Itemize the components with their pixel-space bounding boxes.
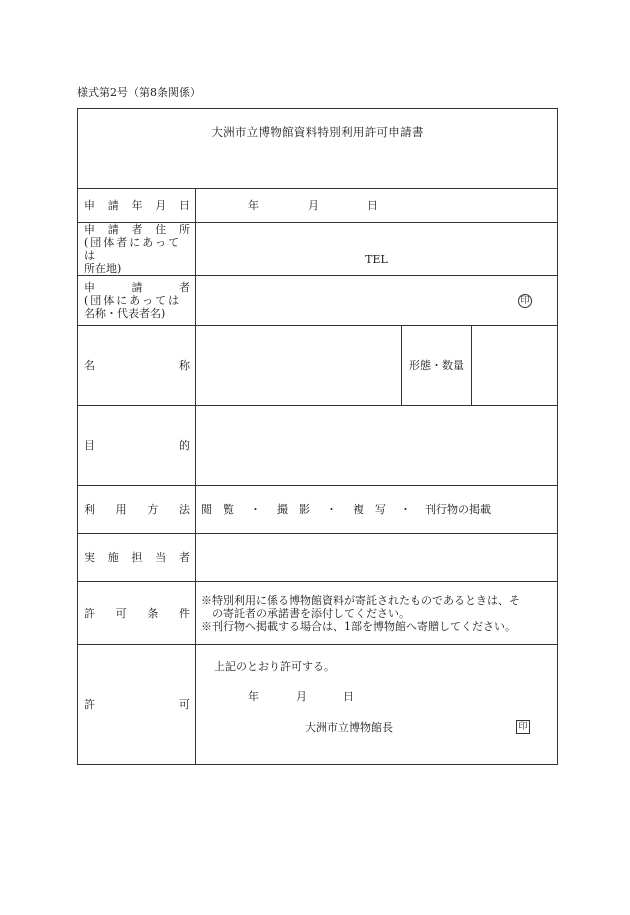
separator-dot: ・ bbox=[326, 503, 337, 516]
permit-label: 許 可 bbox=[78, 645, 196, 765]
year-unit: 年 bbox=[248, 199, 259, 212]
month-unit: 月 bbox=[308, 199, 319, 212]
application-form bbox=[77, 108, 558, 765]
name-label: 名 称 bbox=[78, 326, 196, 406]
application-date-field[interactable] bbox=[196, 189, 558, 223]
form-title-cell bbox=[78, 109, 558, 189]
usage-method-label: 利 用 方 法 bbox=[78, 486, 196, 534]
seal-icon: 印 bbox=[518, 294, 532, 308]
tel-label: TEL bbox=[365, 253, 388, 266]
form-title: 大洲市立博物館資料特別利用許可申請書 bbox=[211, 125, 424, 139]
permit-date: 年 月 日 bbox=[248, 690, 354, 703]
applicant-field[interactable] bbox=[196, 276, 558, 326]
applicant-label: 申 請 者 (団体にあっては 名称・代表者名) bbox=[78, 276, 196, 326]
option-copying[interactable]: 複 写 bbox=[353, 503, 386, 516]
person-in-charge-field[interactable] bbox=[196, 534, 558, 582]
purpose-field[interactable] bbox=[196, 406, 558, 486]
conditions-text: ※特別利用に係る博物館資料が寄託されたものであるときは、そ の寄託者の承諾書を添付してください。 ※刊行物へ掲載する場合は、1部を博物館へ寄贈してください。 bbox=[196, 582, 558, 645]
application-date-label: 申 請 年 月 日 bbox=[78, 189, 196, 223]
day-unit: 日 bbox=[367, 199, 378, 212]
form-quantity-label: 形態・数量 bbox=[402, 326, 472, 406]
option-photography[interactable]: 撮 影 bbox=[277, 503, 310, 516]
seal-icon: 印 bbox=[516, 720, 530, 734]
usage-method-options bbox=[196, 486, 558, 534]
option-publication[interactable]: 刊行物の掲載 bbox=[425, 503, 491, 516]
permit-statement: 上記のとおり許可する。 bbox=[214, 660, 335, 673]
applicant-address-field[interactable] bbox=[196, 223, 558, 276]
person-in-charge-label: 実 施 担 当 者 bbox=[78, 534, 196, 582]
option-viewing[interactable]: 閲 覧 bbox=[201, 503, 234, 516]
permit-signer: 大洲市立博物館長 bbox=[305, 721, 393, 734]
applicant-address-label: 申 請 者 住 所 (団体者にあっては 所在地) bbox=[78, 223, 196, 276]
permit-section bbox=[196, 645, 558, 765]
conditions-label: 許 可 条 件 bbox=[78, 582, 196, 645]
name-field[interactable] bbox=[196, 326, 402, 406]
form-code: 様式第2号（第8条関係） bbox=[77, 86, 201, 99]
form-quantity-field[interactable] bbox=[472, 326, 558, 406]
separator-dot: ・ bbox=[400, 503, 411, 516]
separator-dot: ・ bbox=[250, 503, 261, 516]
purpose-label: 目 的 bbox=[78, 406, 196, 486]
